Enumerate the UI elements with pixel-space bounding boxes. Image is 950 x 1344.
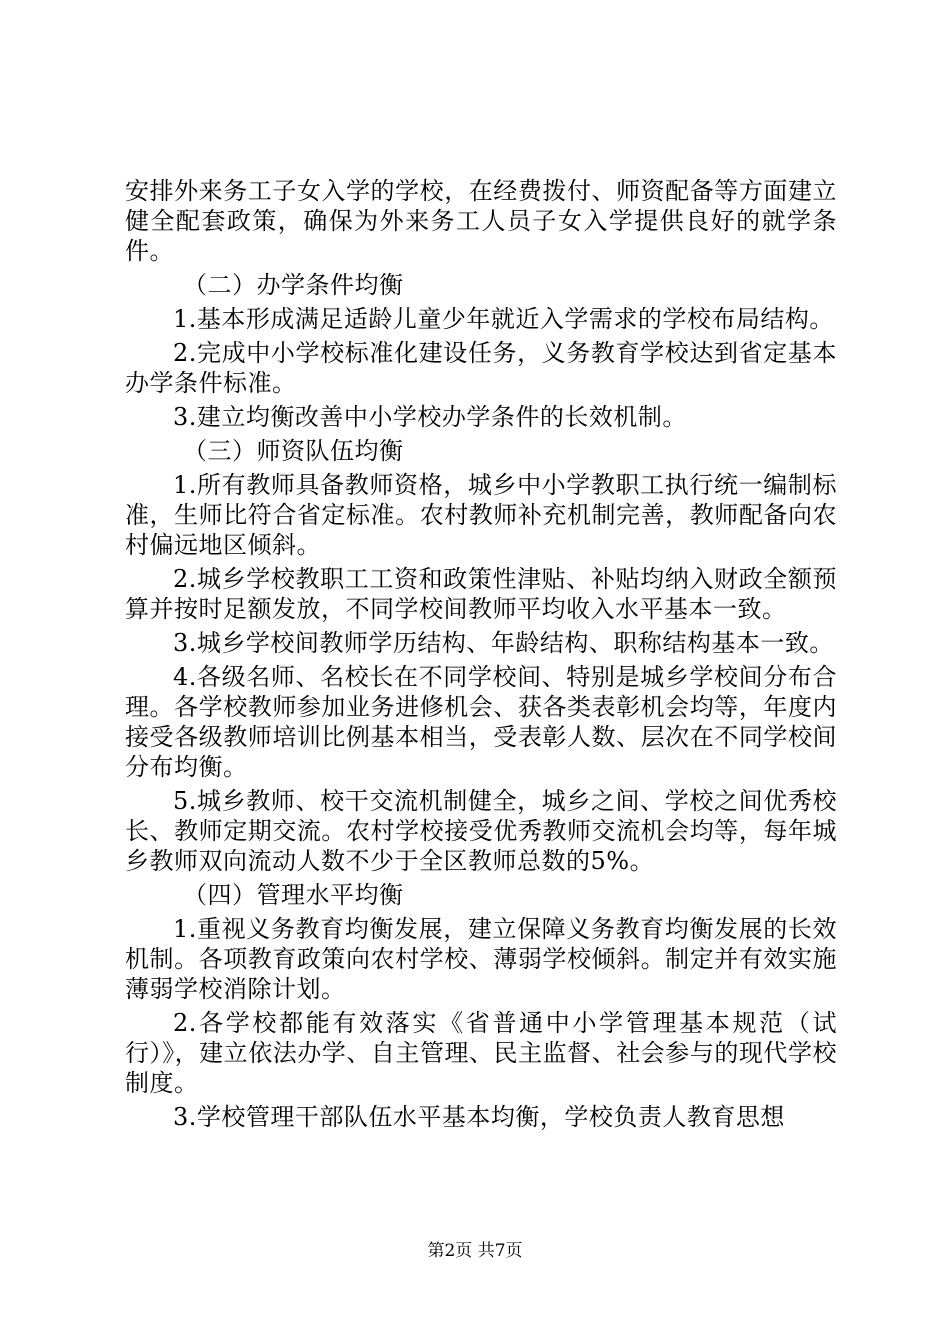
section-heading-4: （四）管理水平均衡 — [183, 881, 404, 909]
list-item: 3.建立均衡改善中小学校办学条件的长效机制。 — [173, 403, 687, 431]
list-item: 5.城乡教师、校干交流机制健全，城乡之间、学校之间优秀校长、教师定期交流。农村学校接受优秀教师交流机会均等，每年城乡教师双向流动人数不少于全区教师总数的5%。 — [125, 787, 837, 875]
list-item: 1.所有教师具备教师资格，城乡中小学教职工执行统一编制标准，生师比符合省定标准。农村教师补充机制完善，教师配备向农村偏远地区倾斜。 — [125, 471, 837, 559]
list-item: 1.重视义务教育均衡发展，建立保障义务教育均衡发展的长效机制。各项教育政策向农村学校、薄弱学校倾斜。制定并有效实施薄弱学校消除计划。 — [125, 915, 837, 1003]
document-body — [125, 176, 837, 1136]
list-item: 2.城乡学校教职工工资和政策性津贴、补贴均纳入财政全额预算并按时足额发放，不同学校间教师平均收入水平基本一致。 — [125, 565, 837, 623]
section-heading-2: （二）办学条件均衡 — [183, 271, 404, 299]
list-item: 2.各学校都能有效落实《省普通中小学管理基本规范（试行）》，建立依法办学、自主管理、民主监督、社会参与的现代学校制度。 — [125, 1009, 837, 1097]
list-item: 2.完成中小学校标准化建设任务，义务教育学校达到省定基本办学条件标准。 — [125, 339, 837, 397]
paragraph-continuation: 安排外来务工子女入学的学校，在经费拨付、师资配备等方面建立健全配套政策，确保为外来务工人员子女入学提供良好的就学条件。 — [125, 177, 837, 265]
list-item: 1.基本形成满足适龄儿童少年就近入学需求的学校布局结构。 — [173, 305, 834, 333]
list-item: 4.各级名师、名校长在不同学校间、特别是城乡学校间分布合理。各学校教师参加业务进修机会、获各类表彰机会均等，年度内接受各级教师培训比例基本相当，受表彰人数、层次在不同学校间分布均衡。 — [125, 663, 837, 781]
section-heading-3: （三）师资队伍均衡 — [183, 437, 404, 465]
list-item: 3.学校管理干部队伍水平基本均衡，学校负责人教育思想 — [173, 1103, 785, 1131]
page-number-label: 第2页 共7页 — [427, 1241, 523, 1261]
list-item: 3.城乡学校间教师学历结构、年龄结构、职称结构基本一致。 — [173, 629, 834, 657]
page-footer — [0, 1240, 950, 1262]
